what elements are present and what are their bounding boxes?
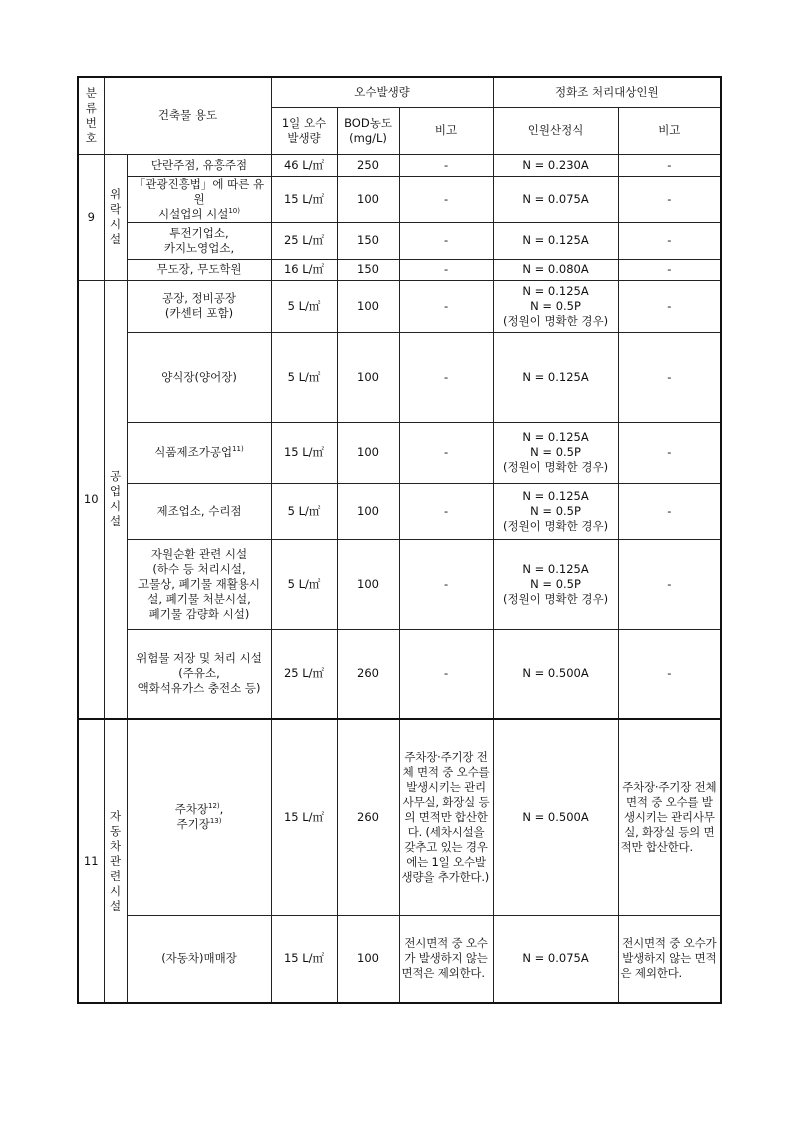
header-person-formula: 인원산정식 (493, 107, 618, 154)
use-cell (127, 422, 271, 483)
header-remark: 비고 (399, 107, 493, 154)
formula-line: N = 0.125A (522, 283, 589, 298)
use-cell: 단란주점, 유흥주점 (127, 154, 271, 176)
header-category-no: 분 류 번 호 (78, 77, 104, 154)
bod-cell: 150 (337, 222, 399, 259)
sewage-cell: 16 L/㎡ (271, 259, 337, 280)
bod-cell: 250 (337, 154, 399, 176)
group-name: 공 업 시 설 (104, 280, 127, 719)
table-row (78, 332, 721, 422)
remark-cell: - (399, 222, 493, 259)
table-row (78, 259, 721, 280)
remark-cell: - (399, 539, 493, 629)
use-cell: (자동차)매매장 (127, 915, 271, 1003)
group-name: 위 락 시 설 (104, 154, 127, 280)
remark-cell: - (399, 629, 493, 719)
use-cell: 자원순환 관련 시설 (하수 등 처리시설, 고물상, 폐기물 재활용시 설, 폐기물 처분시설, 폐기물 감량화 시설) (127, 539, 271, 629)
remark-cell: - (399, 176, 493, 222)
formula-line: N = 0.125A (522, 561, 589, 576)
use-cell: 주차장$^{12)}$, 주기장$^{13)}$ (127, 719, 271, 915)
sewage-cell: 15 L/㎡ (271, 176, 337, 222)
group-number: 9 (78, 154, 104, 280)
sewage-cell: 25 L/㎡ (271, 629, 337, 719)
remark2-cell: 주차장·주기장 전체 면적 중 오수를 발생시키는 관리사무실, 화장실 등의 면적만 합산한다. (618, 719, 721, 915)
sewage-table (77, 76, 722, 1004)
formula-cell: N = 0.125A (493, 222, 618, 259)
remark-cell: - (399, 154, 493, 176)
table-row (78, 629, 721, 719)
remark2-cell: - (618, 259, 721, 280)
remark2-cell: - (618, 280, 721, 332)
use-cell: 제조업소, 수리점 (127, 483, 271, 539)
use-cell: 투전기업소, 카지노영업소, (127, 222, 271, 259)
table-row (78, 539, 721, 629)
footnote-ref: 10) (228, 206, 240, 215)
sewage-cell: 5 L/㎡ (271, 539, 337, 629)
bod-cell: 260 (337, 719, 399, 915)
table-row (78, 222, 721, 259)
remark-cell: - (399, 280, 493, 332)
bod-cell: 100 (337, 483, 399, 539)
formula-cell: N = 0.125A (493, 332, 618, 422)
formula-cell: N = 0.075A (493, 176, 618, 222)
use-cell: 「관광진흥법」에 따른 유원 시설업의 시설$^{10)}$ (127, 176, 271, 222)
use-cell: 양식장(양어장) (127, 332, 271, 422)
formula-line: N = 0.5P (530, 503, 581, 518)
remark2-cell: - (618, 222, 721, 259)
bod-cell: 100 (337, 915, 399, 1003)
bod-cell: 260 (337, 629, 399, 719)
formula-note: (정원이 명확한 경우) (502, 518, 609, 533)
group-number: 11 (78, 719, 104, 1003)
header-septic-group: 정화조 처리대상인원 (493, 77, 721, 107)
header-remark2: 비고 (618, 107, 721, 154)
formula-cell (493, 539, 618, 629)
table-row (78, 176, 721, 222)
remark-cell: 전시면적 중 오수가 발생하지 않는 면적은 제외한다. (399, 915, 493, 1003)
table-row (78, 422, 721, 483)
table-row (78, 483, 721, 539)
use-cell: 무도장, 무도학원 (127, 259, 271, 280)
sewage-cell: 5 L/㎡ (271, 483, 337, 539)
sewage-cell: 5 L/㎡ (271, 332, 337, 422)
group-number: 10 (78, 280, 104, 719)
formula-cell: N = 0.500A (493, 629, 618, 719)
sewage-cell: 15 L/㎡ (271, 422, 337, 483)
bod-cell: 100 (337, 176, 399, 222)
formula-cell: N = 0.230A (493, 154, 618, 176)
formula-line: N = 0.125A (522, 488, 589, 503)
remark-cell: - (399, 259, 493, 280)
bod-cell: 100 (337, 280, 399, 332)
formula-line: N = 0.5P (530, 445, 581, 459)
header-sewage-group: 오수발생량 (271, 77, 493, 107)
bod-cell: 100 (337, 332, 399, 422)
header-daily-sewage: 1일 오수 발생량 (271, 107, 337, 154)
formula-cell (493, 280, 618, 332)
remark2-cell: - (618, 154, 721, 176)
bod-cell: 100 (337, 539, 399, 629)
use-text: 식품제조가공업 (154, 445, 233, 459)
remark-cell: 주차장·주기장 전체 면적 중 오수를 발생시키는 관리사무실, 화장실 등의 면적만 합산한다. (세차시설을 갖추고 있는 경우에는 1일 오수발생량을 추가한다.) (399, 719, 493, 915)
remark2-cell: - (618, 422, 721, 483)
table-row (78, 280, 721, 332)
header-building-use: 건축물 용도 (104, 77, 271, 154)
table-row (78, 915, 721, 1003)
sewage-cell: 15 L/㎡ (271, 915, 337, 1003)
formula-line: N = 0.5P (530, 298, 581, 313)
formula-cell (493, 422, 618, 483)
remark2-cell: - (618, 332, 721, 422)
header-bod: BOD농도 (mg/L) (337, 107, 399, 154)
remark-cell: - (399, 332, 493, 422)
footnote-ref: 11) (232, 445, 244, 453)
table-row (78, 154, 721, 176)
remark2-cell: - (618, 483, 721, 539)
sewage-cell: 25 L/㎡ (271, 222, 337, 259)
remark2-cell: 전시면적 중 오수가 발생하지 않는 면적은 제외한다. (618, 915, 721, 1003)
header-row-1 (78, 77, 721, 107)
formula-cell: N = 0.500A (493, 719, 618, 915)
use-cell: 공장, 정비공장 (카센터 포함) (127, 280, 271, 332)
formula-note: (정원이 명확한 경우) (502, 460, 609, 474)
group-name: 자 동 차 관 련 시 설 (104, 719, 127, 1003)
formula-note: (정원이 명확한 경우) (502, 313, 609, 328)
bod-cell: 150 (337, 259, 399, 280)
remark-cell: - (399, 422, 493, 483)
use-cell: 위험물 저장 및 처리 시설 (주유소, 액화석유가스 충전소 등) (127, 629, 271, 719)
formula-line: N = 0.5P (530, 576, 581, 591)
remark2-cell: - (618, 539, 721, 629)
formula-cell: N = 0.075A (493, 915, 618, 1003)
sewage-cell: 5 L/㎡ (271, 280, 337, 332)
remark-cell: - (399, 483, 493, 539)
formula-cell (493, 483, 618, 539)
table-row (78, 719, 721, 915)
bod-cell: 100 (337, 422, 399, 483)
remark2-cell: - (618, 629, 721, 719)
formula-cell: N = 0.080A (493, 259, 618, 280)
sewage-cell: 46 L/㎡ (271, 154, 337, 176)
sewage-cell: 15 L/㎡ (271, 719, 337, 915)
remark2-cell: - (618, 176, 721, 222)
formula-line: N = 0.125A (522, 430, 589, 444)
formula-note: (정원이 명확한 경우) (502, 591, 609, 606)
